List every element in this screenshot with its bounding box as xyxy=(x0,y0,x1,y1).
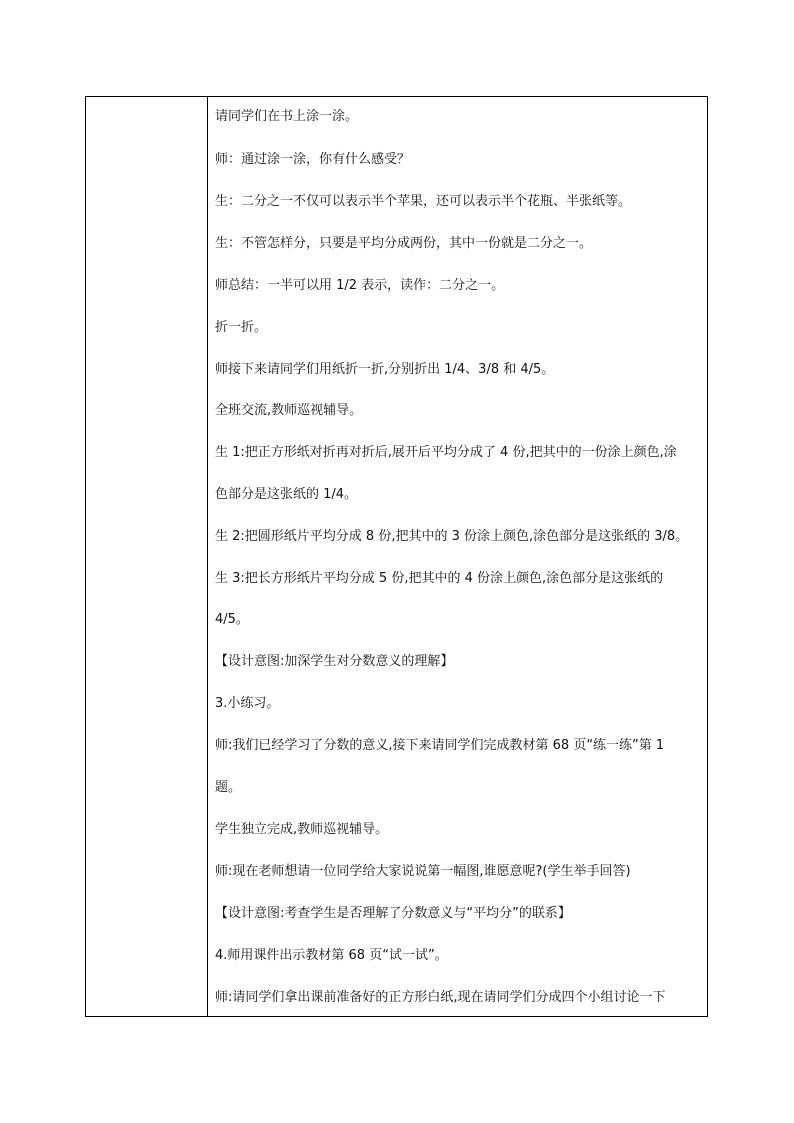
text-line: 4/5。 xyxy=(215,612,249,627)
text-line: 师：通过涂一涂，你有什么感受？ xyxy=(215,152,411,167)
text-line: 师接下来请同学们用纸折一折,分别折出 1/4、3/8 和 4/5。 xyxy=(215,362,555,377)
design-intent-note: 【设计意图:加深学生对分数意义的理解】 xyxy=(215,654,454,669)
column-divider xyxy=(207,96,208,1017)
text-line: 生 1:把正方形纸对折再对折后,展开后平均分成了 4 份,把其中的一份涂上颜色,涂 xyxy=(215,445,677,460)
text-line: 师:请同学们拿出课前准备好的正方形白纸,现在请同学们分成四个小组讨论一下 xyxy=(215,990,666,1005)
text-line: 生 2:把圆形纸片平均分成 8 份,把其中的 3 份涂上颜色,涂色部分是这张纸的 3/8。 xyxy=(215,529,689,544)
design-intent-note: 【设计意图:考查学生是否理解了分数意义与“平均分”的联系】 xyxy=(215,906,571,921)
left-empty-cell xyxy=(86,97,207,1016)
text-line: 折一折。 xyxy=(215,320,268,335)
text-line: 师:现在老师想请一位同学给大家说说第一幅图,谁愿意呢?(学生举手回答) xyxy=(215,864,631,879)
section-heading: 3.小练习。 xyxy=(215,696,280,711)
text-line: 题。 xyxy=(215,780,242,795)
lesson-content-cell xyxy=(215,97,701,1016)
text-line: 生：二分之一不仅可以表示半个苹果，还可以表示半个花瓶、半张纸等。 xyxy=(215,194,632,209)
text-line: 请同学们在书上涂一涂。 xyxy=(215,109,359,124)
text-line: 全班交流,教师巡视辅导。 xyxy=(215,403,363,418)
text-line: 生 3:把长方形纸片平均分成 5 份,把其中的 4 份涂上颜色,涂色部分是这张纸的 xyxy=(215,571,664,586)
text-line: 学生独立完成,教师巡视辅导。 xyxy=(215,822,389,837)
section-heading: 4.师用课件出示教材第 68 页“试一试”。 xyxy=(215,948,448,963)
text-line: 色部分是这张纸的 1/4。 xyxy=(215,487,358,502)
text-line: 师总结：一半可以用 1/2 表示，读作：二分之一。 xyxy=(215,278,505,293)
text-line: 生：不管怎样分，只要是平均分成两份，其中一份就是二分之一。 xyxy=(215,236,593,251)
text-line: 师:我们已经学习了分数的意义,接下来请同学们完成教材第 68 页“练一练”第 1 xyxy=(215,738,665,753)
